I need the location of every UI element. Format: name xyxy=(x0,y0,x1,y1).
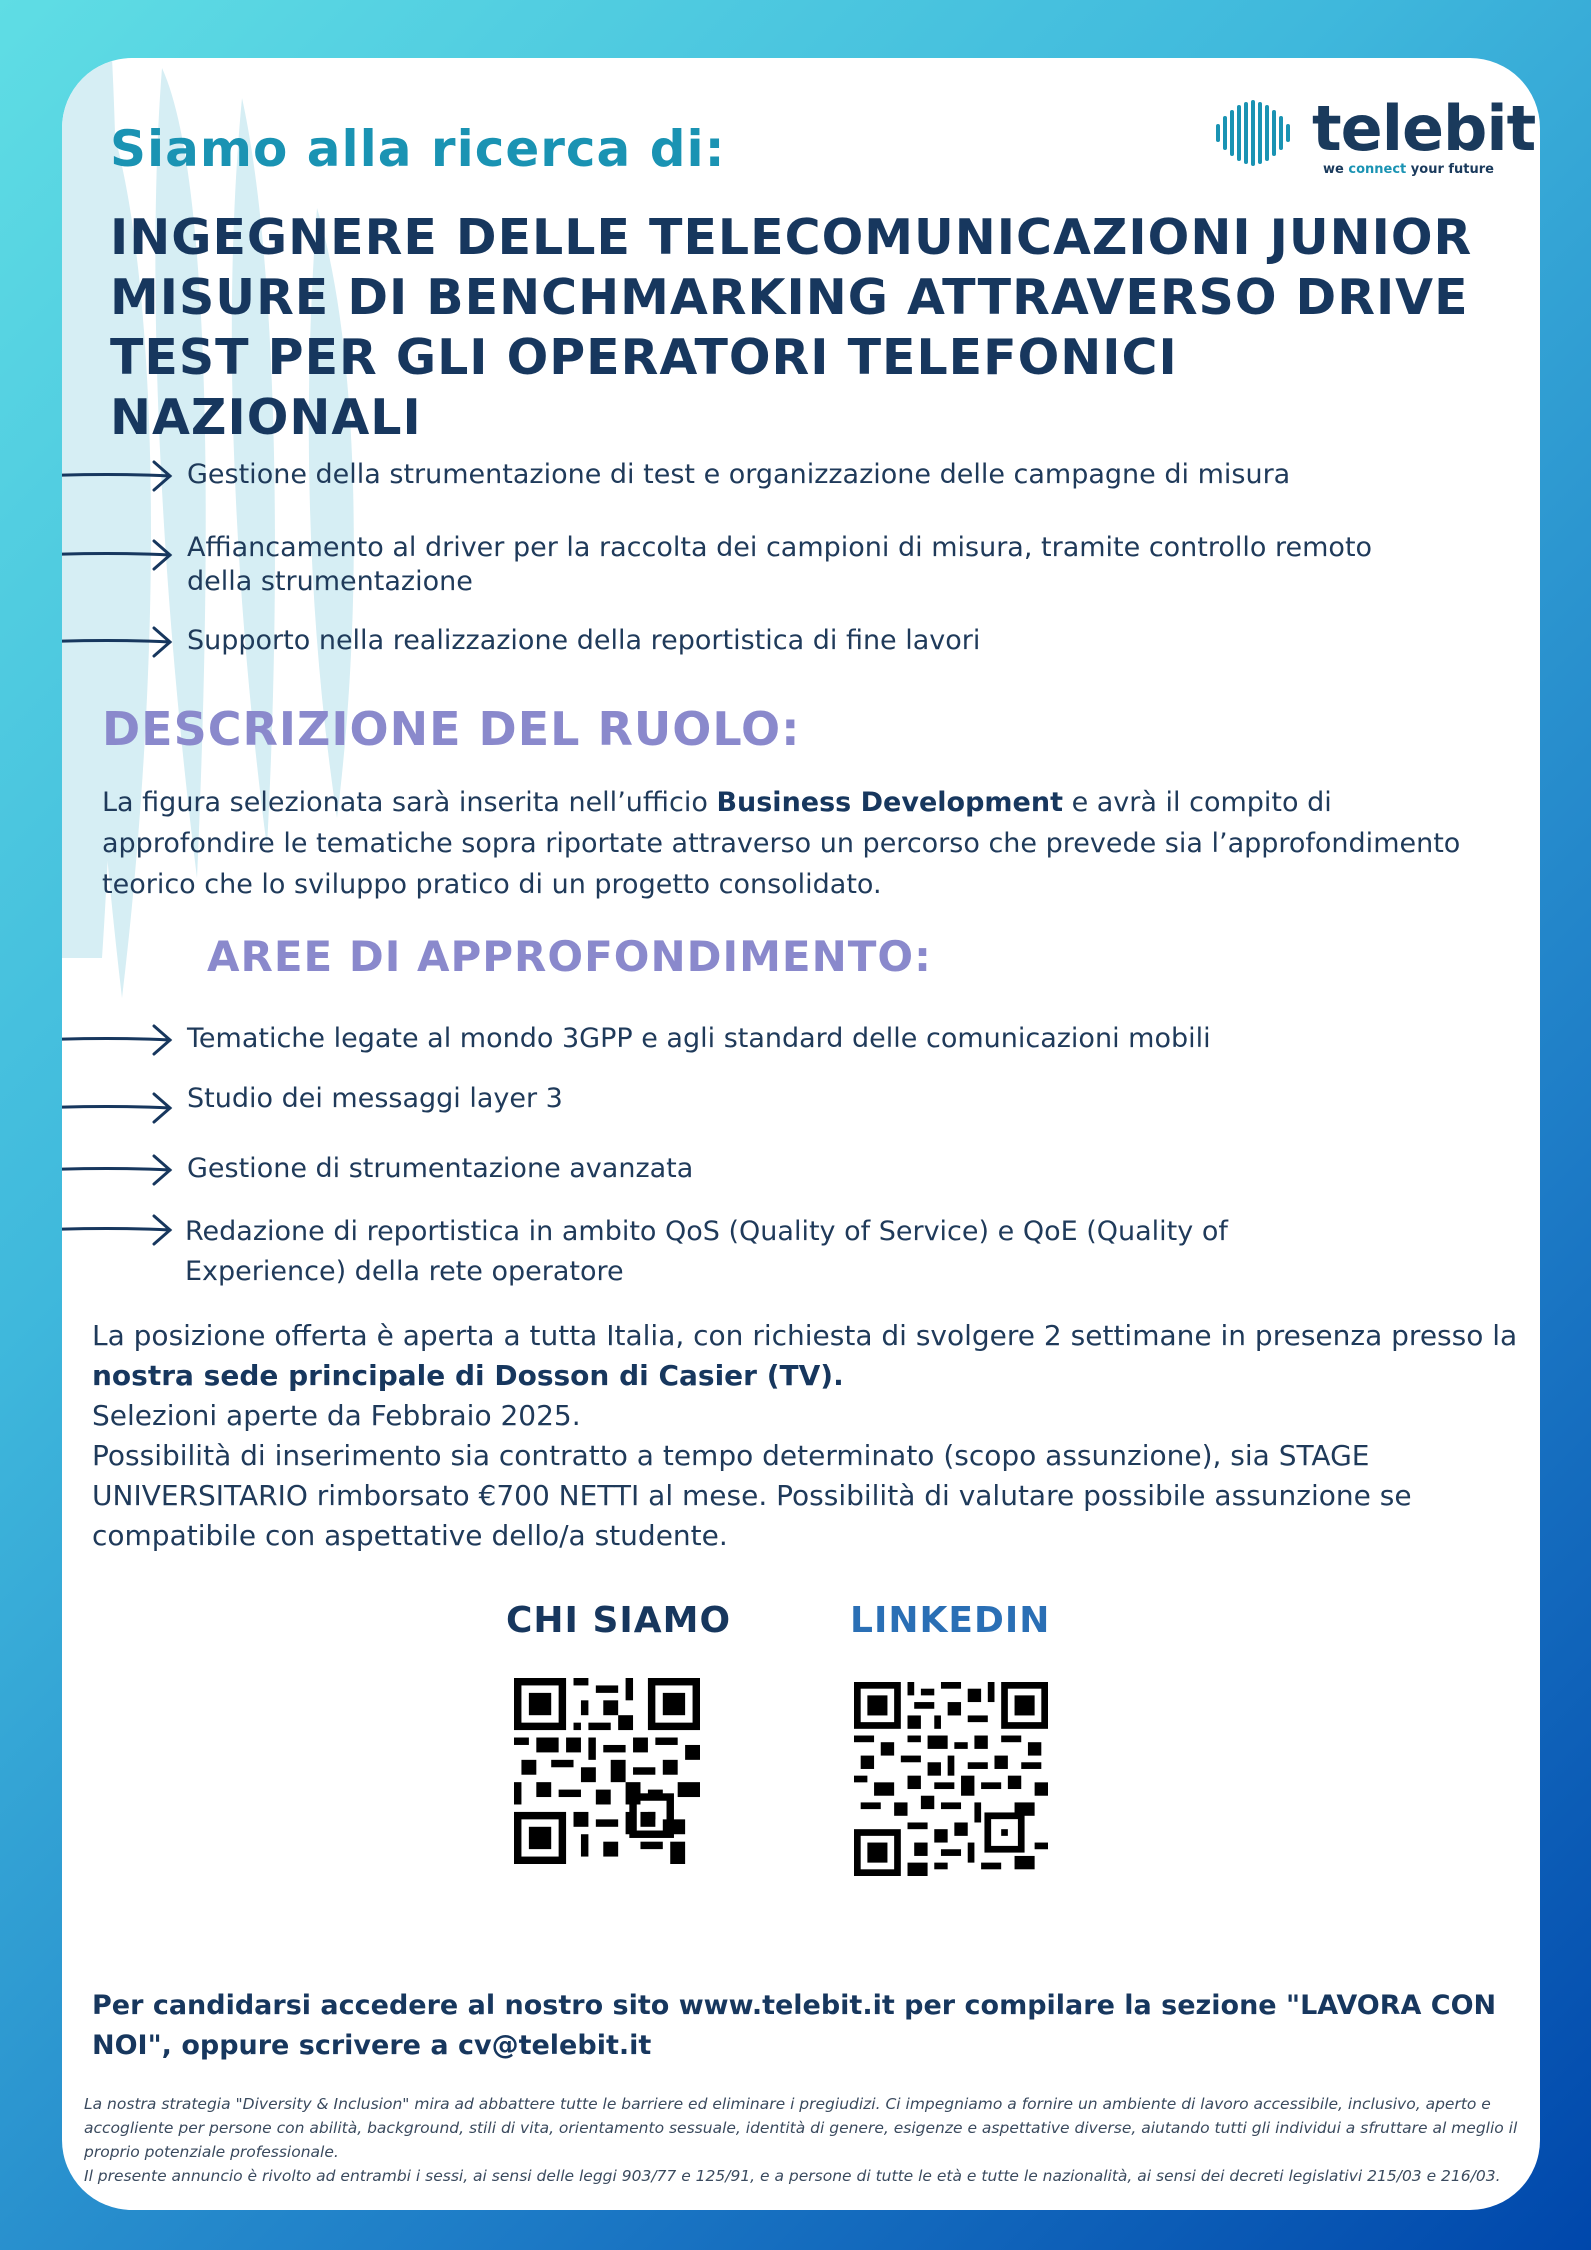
telebit-logo xyxy=(1214,92,1536,178)
logo-tagline: we connect your future xyxy=(1323,162,1494,177)
job-title-line: TEST PER GLI OPERATORI TELEFONICI NAZIONALI xyxy=(110,329,1178,446)
area-text: Tematiche legate al mondo 3GPP e agli standard delle comunicazioni mobili xyxy=(187,1023,1211,1054)
areas-heading: AREE DI APPROFONDIMENTO: xyxy=(207,932,932,981)
role-description: La figura selezionata sarà inserita nell’ufficio Business Development e avrà il compito di approfondire le tematiche sopra riportate attraverso un percorso che prevede sia l’approfondimento teorico che lo sviluppo pratico di un progetto consolidato. xyxy=(102,787,1461,900)
equal-opportunity-statement: Il presente annuncio è rivolto ad entrambi i sessi, ai sensi delle leggi 903/77 e 125/91, e a persone di tutte le età e tutte le nazionalità, ai sensi dei decreti legislativi 215/03 e 216/03. xyxy=(84,2167,1501,2185)
list-item xyxy=(62,1082,1540,1132)
arrow-right-icon xyxy=(62,1210,177,1250)
poster-card xyxy=(62,58,1540,2210)
area-text: Studio dei messaggi layer 3 xyxy=(187,1083,563,1114)
qr-code-icon[interactable] xyxy=(514,1678,700,1864)
task-text: Supporto nella realizzazione della reportistica di fine lavori xyxy=(187,625,981,656)
offer-selection-date: Selezioni aperte da Febbraio 2025. xyxy=(92,1399,581,1432)
offer-contract: Possibilità di inserimento sia contratto a tempo determinato (scopo assunzione), sia STAGE UNIVERSITARIO rimborsato €700 NETTI al mese. Possibilità di valutare possibile assunzione se compatibile con aspettative dello/a studente. xyxy=(92,1439,1412,1552)
waveform-icon xyxy=(1214,100,1310,166)
area-text: Redazione di reportistica in ambito QoS (Quality of Service) e QoE (Quality of Experience) della rete operatore xyxy=(185,1216,1228,1287)
right-edge xyxy=(1551,0,1591,2250)
job-title-line: INGEGNERE DELLE TELECOMUNICAZIONI JUNIOR xyxy=(110,209,1473,266)
area-text: Gestione di strumentazione avanzata xyxy=(187,1153,694,1184)
arrow-right-icon xyxy=(62,1088,177,1128)
qr-code-icon[interactable] xyxy=(854,1682,1048,1876)
diversity-statement: La nostra strategia "Diversity & Inclusion" mira ad abbattere tutte le barriere ed eliminare i pregiudizi. Ci impegniamo a fornire un ambiente di lavoro accessibile, inclusivo, aperto e accogliente per persone con abilità, background, stili di vita, orientamento sessuale, identità di genere, esigenze e aspettative diverse, aiutando tutti gli individui a sfruttare al meglio il proprio potenziale professionale. xyxy=(84,2095,1518,2161)
arrow-right-icon xyxy=(62,1020,177,1060)
list-item xyxy=(62,456,1540,516)
arrow-right-icon xyxy=(62,622,177,662)
logo-wordmark: telebit xyxy=(1312,92,1536,165)
arrow-right-icon xyxy=(62,535,177,575)
job-title-line: MISURE DI BENCHMARKING ATTRAVERSO DRIVE xyxy=(110,269,1469,326)
list-item xyxy=(62,622,1540,682)
qr-label-linkedin: LINKEDIN xyxy=(850,1600,1051,1641)
arrow-right-icon xyxy=(62,456,177,496)
job-title xyxy=(110,208,1490,448)
arrow-right-icon xyxy=(62,1150,177,1190)
offer-location: La posizione offerta è aperta a tutta Italia, con richiesta di svolgere 2 settimane in presenza presso la nostra sede principale di Dosson di Casier (TV). xyxy=(92,1319,1518,1392)
kicker-heading: Siamo alla ricerca di: xyxy=(110,120,726,178)
qr-label-chi-siamo: CHI SIAMO xyxy=(506,1600,732,1641)
task-text: Affiancamento al driver per la raccolta dei campioni di misura, tramite controllo remoto della strumentazione xyxy=(187,532,1373,597)
offer-details xyxy=(92,1316,1522,1556)
legal-notice xyxy=(84,2092,1524,2188)
list-item xyxy=(62,1020,1540,1070)
list-item xyxy=(62,1150,1540,1200)
list-item xyxy=(62,531,1540,611)
application-instructions: Per candidarsi accedere al nostro sito www.telebit.it per compilare la sezione "LAVORA CON NOI", oppure scrivere a cv@telebit.it xyxy=(92,1990,1497,2061)
task-text: Gestione della strumentazione di test e organizzazione delle campagne di misura xyxy=(187,459,1291,490)
role-heading: DESCRIZIONE DEL RUOLO: xyxy=(102,702,801,756)
list-item xyxy=(62,1210,1540,1290)
